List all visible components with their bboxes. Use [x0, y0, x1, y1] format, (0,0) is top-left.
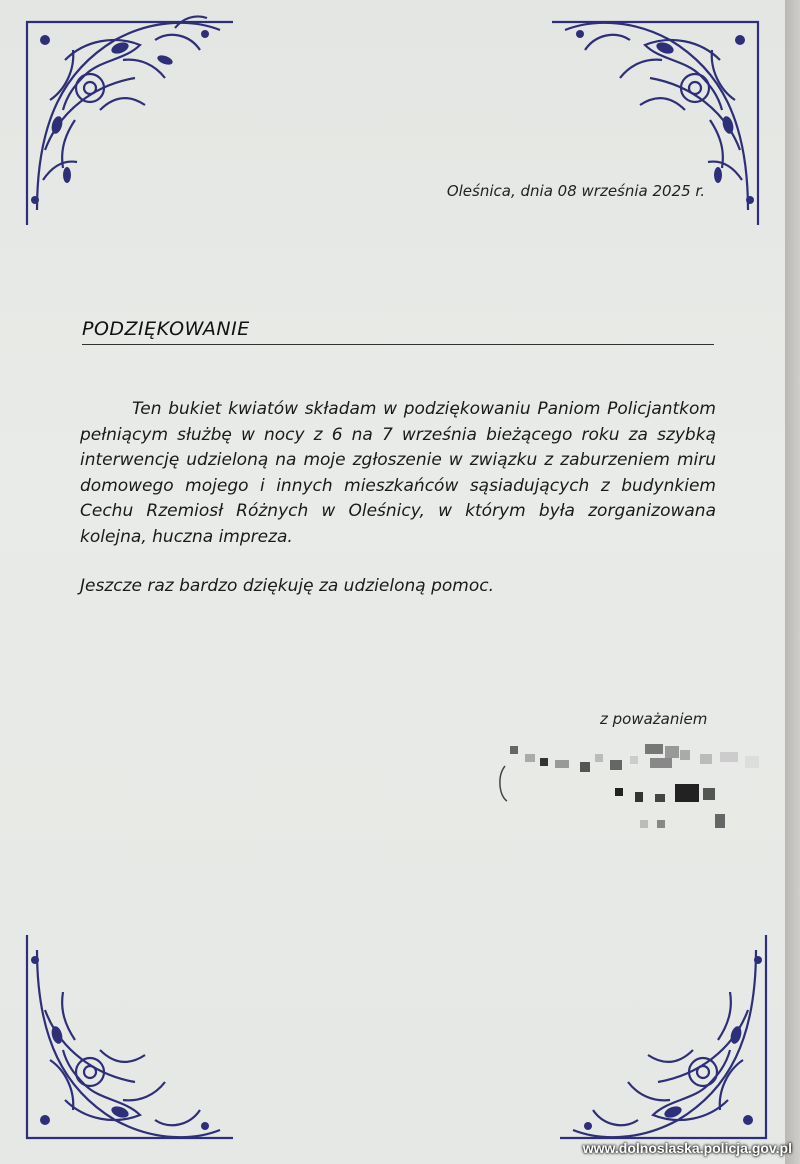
- source-watermark: www.dolnoslaska.policja.gov.pl: [582, 1140, 792, 1156]
- letter-body: Ten bukiet kwiatów składam w podziękowaniu Paniom Policjantkom pełniącym służbę w nocy z 6 na 7 września bieżącego roku za szybką interwencję udzieloną na moje zgłoszenie w związku z zaburzeniem miru domowego mojego i innych mieszkańców sąsiadujących z budynkiem Cechu Rzemiosł Różnych w Oleśnicy, w którym była zorganizowana kolejna, huczna impreza.: [80, 399, 716, 547]
- letter-closing: Jeszcze raz bardzo dziękuję za udzieloną pomoc.: [80, 576, 494, 596]
- floral-ornament-bottom-right: [548, 920, 788, 1160]
- letter-heading: PODZIĘKOWANIE: [82, 318, 714, 345]
- redacted-signature: [495, 736, 775, 841]
- floral-ornament-top-left: [5, 0, 245, 240]
- letter-date: Oleśnica, dnia 08 września 2025 r.: [446, 182, 705, 200]
- letter-regards: z poważaniem: [600, 710, 708, 728]
- floral-ornament-bottom-left: [5, 920, 245, 1160]
- floral-ornament-top-right: [540, 0, 780, 240]
